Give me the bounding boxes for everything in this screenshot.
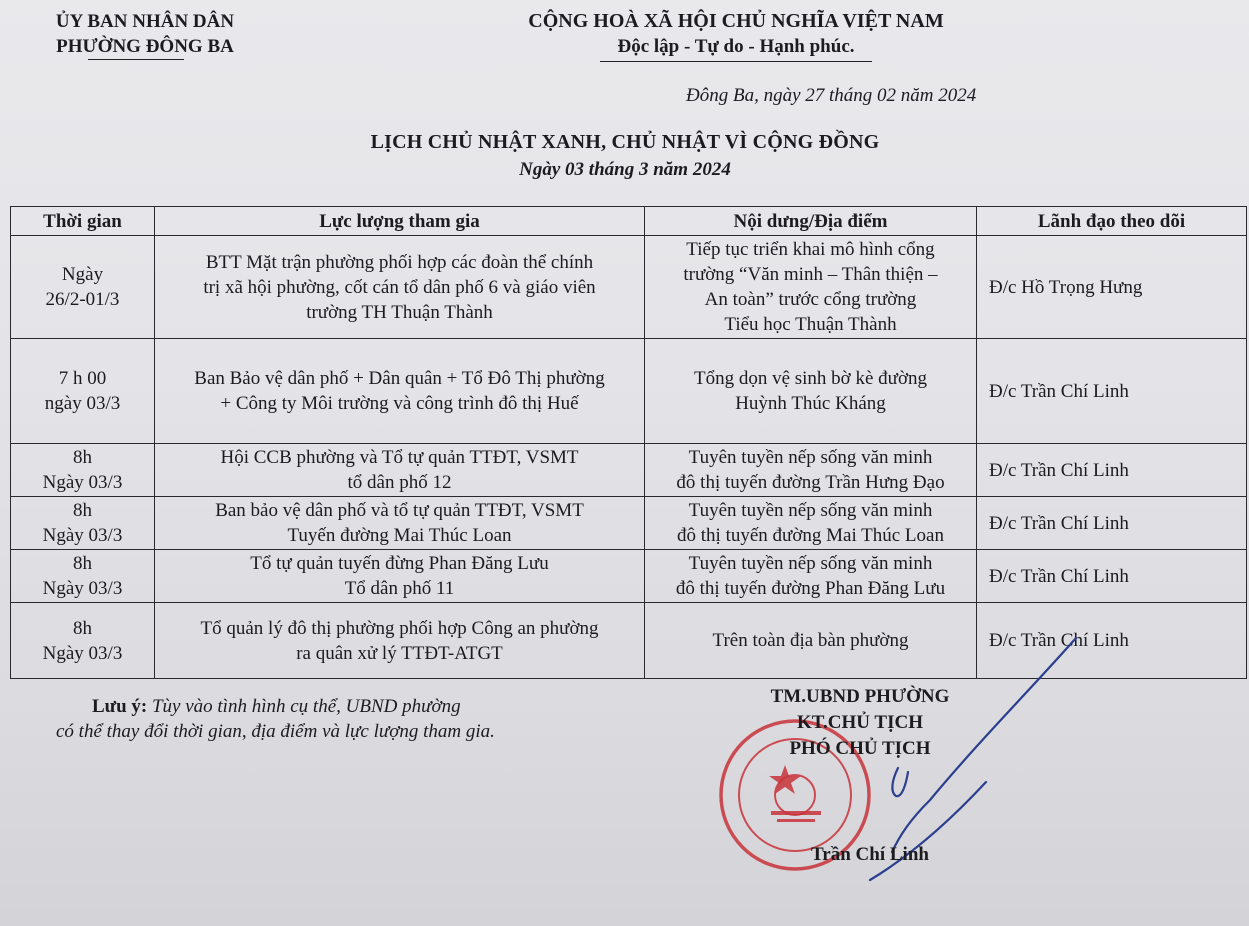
- content-cell: [645, 236, 977, 339]
- motto-underline: [600, 61, 872, 62]
- lead-cell: Đ/c Trần Chí Linh: [977, 339, 1247, 444]
- content-cell: [645, 550, 977, 603]
- content-line: Huỳnh Thúc Kháng: [735, 393, 886, 414]
- table-row: [11, 236, 1247, 339]
- content-line: Tuyên tuyền nếp sống văn minh: [688, 447, 933, 468]
- force-line: Tổ dân phố 11: [344, 578, 455, 599]
- force-line: ra quân xử lý TTĐT-ATGT: [296, 642, 503, 664]
- force-cell: [155, 339, 645, 444]
- signature-line1: TM.UBND PHƯỜNG: [770, 686, 950, 707]
- signature-line2: KT.CHỦ TỊCH: [797, 712, 923, 733]
- force-line: + Công ty Môi trường và công trình đô thị Huế: [220, 393, 579, 414]
- force-cell: [155, 444, 645, 497]
- content-line: An toàn” trước cổng trường: [704, 289, 917, 310]
- time-line1: Ngày: [61, 264, 104, 285]
- table-row: [11, 339, 1247, 444]
- force-line: Tổ tự quản tuyến đừng Phan Đăng Lưu: [250, 553, 549, 574]
- content-line: Tiếp tục triển khai mô hình cổng: [686, 239, 935, 260]
- note-line1: Tùy vào tình hình cụ thể, UBND phường: [151, 696, 461, 717]
- lead-cell: Đ/c Trần Chí Linh: [977, 550, 1247, 603]
- content-cell: [645, 339, 977, 444]
- note-label: Lưu ý:: [92, 696, 148, 717]
- lead-cell: Đ/c Trần Chí Linh: [977, 444, 1247, 497]
- signer-name: Trần Chí Linh: [811, 844, 929, 865]
- content-line: đô thị tuyến đường Trần Hưng Đạo: [676, 472, 945, 493]
- force-line: Tuyến đường Mai Thúc Loan: [287, 525, 512, 546]
- note-block: [56, 694, 676, 744]
- force-cell: [155, 497, 645, 550]
- force-line: tổ dân phố 12: [347, 472, 452, 493]
- national-heading: [486, 9, 986, 59]
- issuer-underline: [88, 59, 184, 60]
- schedule-table: [10, 206, 1247, 679]
- content-line: Trên toàn địa bàn phường: [712, 630, 909, 651]
- header-lead: Lãnh đạo theo dõi: [977, 207, 1247, 236]
- document-title: LỊCH CHỦ NHẬT XANH, CHỦ NHẬT VÌ CỘNG ĐỒNG: [370, 131, 880, 153]
- table-row: [11, 550, 1247, 603]
- note-line2: có thể thay đổi thời gian, địa điểm và lực lượng tham gia.: [56, 721, 495, 742]
- content-line: đô thị tuyến đường Mai Thúc Loan: [677, 525, 944, 546]
- time-line1: 8h: [73, 500, 92, 521]
- issuer-line1: ỦY BAN NHÂN DÂN: [55, 11, 235, 32]
- time-line1: 8h: [73, 553, 92, 574]
- content-cell: [645, 497, 977, 550]
- time-line2: ngày 03/3: [44, 393, 121, 414]
- time-cell: [11, 236, 155, 339]
- header-time: Thời gian: [11, 207, 155, 236]
- force-line: trị xã hội phường, cốt cán tổ dân phố 6 và giáo viên: [203, 276, 596, 298]
- content-line: đô thị tuyến đường Phan Đăng Lưu: [675, 578, 946, 599]
- header-force: Lực lượng tham gia: [155, 207, 645, 236]
- time-line1: 7 h 00: [58, 368, 107, 389]
- header-content: Nội dưng/Địa điểm: [645, 207, 977, 236]
- signature-line3: PHÓ CHỦ TỊCH: [789, 738, 931, 759]
- force-line: Tổ quản lý đô thị phường phối hợp Công an phường: [200, 617, 599, 639]
- content-line: Tuyên tuyền nếp sống văn minh: [688, 553, 933, 574]
- date-place: Đông Ba, ngày 27 tháng 02 năm 2024: [686, 85, 977, 106]
- time-line2: Ngày 03/3: [42, 578, 123, 599]
- force-line: trường TH Thuận Thành: [306, 301, 493, 323]
- content-line: Tiểu học Thuận Thành: [724, 314, 897, 335]
- table-header-row: [11, 207, 1247, 236]
- table-row: [11, 444, 1247, 497]
- document-subtitle: Ngày 03 tháng 3 năm 2024: [519, 159, 731, 180]
- time-line1: 8h: [73, 447, 92, 468]
- force-line: Ban bảo vệ dân phố và tổ tự quản TTĐT, VSMT: [215, 500, 584, 521]
- time-line2: Ngày 03/3: [42, 642, 123, 664]
- content-line: Tuyên tuyền nếp sống văn minh: [688, 500, 933, 521]
- content-cell: [645, 444, 977, 497]
- motto: Độc lập - Tự do - Hạnh phúc.: [617, 36, 855, 57]
- time-line2: Ngày 03/3: [42, 472, 123, 493]
- time-cell: [11, 497, 155, 550]
- time-cell: [11, 444, 155, 497]
- country-name: CỘNG HOÀ XÃ HỘI CHỦ NGHĨA VIỆT NAM: [528, 10, 944, 32]
- issuer-line2: PHƯỜNG ĐÔNG BA: [56, 36, 234, 57]
- force-line: BTT Mặt trận phường phối hợp các đoàn thể chính: [205, 251, 594, 273]
- time-line1: 8h: [73, 617, 92, 639]
- issuer-block: [30, 9, 260, 59]
- force-line: Ban Bảo vệ dân phố + Dân quân + Tổ Đô Thị phường: [194, 368, 605, 389]
- force-line: Hội CCB phường và Tổ tự quản TTĐT, VSMT: [220, 447, 579, 468]
- content-line: Tổng dọn vệ sinh bờ kè đường: [693, 368, 928, 389]
- time-line2: Ngày 03/3: [42, 525, 123, 546]
- force-cell: [155, 236, 645, 339]
- time-line2: 26/2-01/3: [45, 289, 120, 310]
- lead-cell: Đ/c Hồ Trọng Hưng: [977, 236, 1247, 339]
- content-line: trường “Văn minh – Thân thiện –: [683, 264, 938, 285]
- time-cell: [11, 550, 155, 603]
- force-cell: [155, 550, 645, 603]
- time-cell: [11, 339, 155, 444]
- table-row: [11, 497, 1247, 550]
- force-cell: [155, 603, 645, 679]
- lead-cell: Đ/c Trần Chí Linh: [977, 603, 1247, 679]
- lead-cell: Đ/c Trần Chí Linh: [977, 497, 1247, 550]
- time-cell: [11, 603, 155, 679]
